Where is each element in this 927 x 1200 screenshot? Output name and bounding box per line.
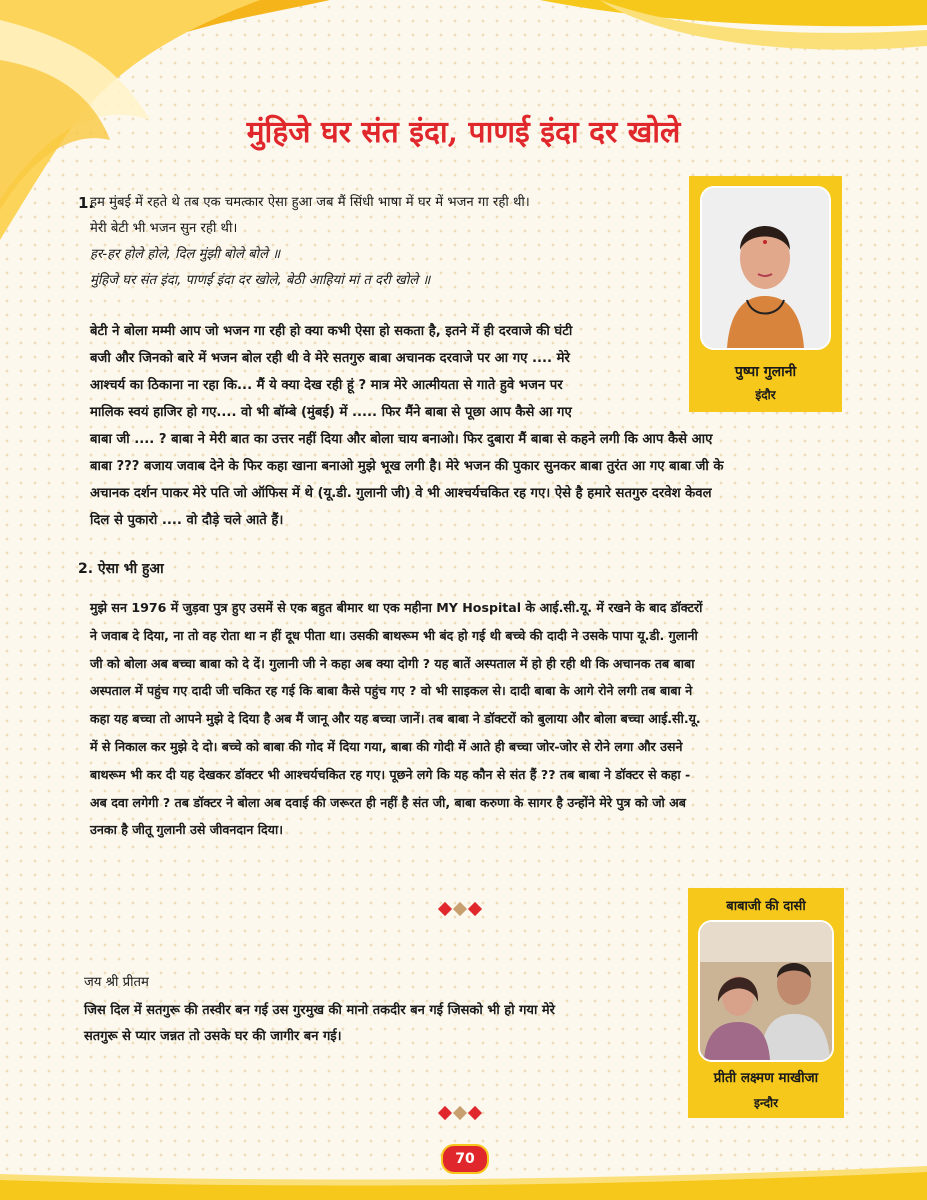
author1-card: [689, 176, 842, 412]
section3-body: [84, 998, 555, 1050]
section1-number: 1.: [78, 194, 95, 212]
verse-line: हर-हर होले होले, दिल मुंझी बोले बोले ॥: [90, 247, 281, 262]
portrait-icon: [702, 188, 829, 348]
author1-photo: [700, 186, 831, 350]
page-number: 70: [441, 1144, 489, 1174]
author2-card: [688, 888, 844, 1118]
text-line: बेटी ने बोला मम्मी आप जो भजन गा रही हो क्या कभी ऐसा हो सकता है, इतने में ही दरवाजे की घंटी: [90, 324, 573, 339]
text-line: बाबा जी .... ? बाबा ने मेरी बात का उत्तर नहीं दिया और बोला चाय बनाओ। फिर दुबारा मैं बाबा से कहने लगी कि आप कैसे आए: [90, 432, 713, 447]
author2-photo: [698, 920, 834, 1062]
text-line: दिल से पुकारो .... वो दौड़े चले आते हैं।: [90, 513, 284, 528]
section3-greeting: जय श्री प्रीतम: [84, 975, 149, 990]
diamond-icon: [453, 902, 467, 916]
author2-caption: बाबाजी की दासी: [726, 899, 806, 914]
text-line: जिस दिल में सतगुरू की तस्वीर बन गई उस गुरमुख की मानो तकदीर बन गई जिसको भी हो गया मेरे: [84, 1003, 555, 1018]
text-line: अचानक दर्शन पाकर मेरे पति जो ऑफिस में थे (यू.डी. गुलानी जी) वे भी आश्चर्यचकित रह गए। ऐसे है हमारे सतगुरु दरवेश केवल: [90, 486, 712, 501]
text-line: मालिक स्वयं हाजिर हो गए.... वो भी बॉम्बे (मुंबई) में ..... फिर मैंने बाबा से पूछा आप कैसे आ गए: [90, 405, 572, 420]
text-line: ने जवाब दे दिया, ना तो वह रोता था न हीं दूध पीता था। उसकी बाथरूम भी बंद हो गई थी बच्चे की दादी ने उसके पापा यू.डी. गुलानी: [90, 627, 698, 643]
text-line: अब दवा लगेगी ? तब डॉक्टर ने बोला अब दवाई की जरूरत ही नहीं है संत जी, बाबा करुणा के सागर है उन्होंने मेरे पुत्र को जो अब: [90, 794, 686, 810]
text-line: बाथरूम भी कर दी यह देखकर डॉक्टर भी आश्चर्यचकित रह गए। पूछने लगे कि यह कौन से संत हैं ?? तब बाबा ने डॉक्टर से कहा -: [90, 766, 691, 782]
diamond-icon: [468, 1106, 482, 1120]
text-line: सतगुरू से प्यार जन्नत तो उसके घर की जागीर बन गई।: [84, 1029, 342, 1044]
author1-name: पुष्पा गुलानी: [734, 364, 797, 380]
text-line: मुझे सन 1976 में जुड़वा पुत्र हुए उसमें से एक बहुत बीमार था एक महीना MY Hospital के आई.सी.यू. में रखने के बाद डॉक्टरों: [90, 600, 703, 615]
text-line: मेरी बेटी भी भजन सुन रही थी।: [90, 221, 238, 236]
author2-city: इन्दौर: [754, 1096, 778, 1110]
section1-intro: [90, 190, 530, 294]
text-line: हम मुंबई में रहते थे तब एक चमत्कार ऐसा हुआ जब मैं सिंधी भाषा में घर में भजन गा रही थी।: [90, 195, 530, 210]
text-line: जी को बोला अब बच्चा बाबा को दे दें। गुलानी जी ने कहा अब क्या दोगी ? यह बातें अस्पताल में हो ही रही थी कि अचानक तब बाबा: [90, 655, 695, 671]
text-line: बजी और जिनको बारे में भजन बोल रही थी वे मेरे सतगुरु बाबा अचानक दरवाजे पर आ गए .... मेरे: [90, 351, 570, 366]
text-line: अस्पताल में पहुंच गए दादी जी चकित रह गई कि बाबा कैसे पहुंच गए ? वो भी साइकल से। दादी बाबा के आगे रोने लगी तब बाबा ने: [90, 683, 693, 699]
author1-city: इंदौर: [755, 388, 776, 402]
text-line: कहा यह बच्चा तो आपने मुझे दे दिया है अब मैं जानू और यह बच्चा जानें। तब बाबा ने डॉक्टरों को बुलाया और बोला बच्चा आई.सी.यू.: [90, 711, 701, 727]
text-line: आश्चर्य का ठिकाना ना रहा कि... मैं ये क्या देख रही हूं ? मात्र मेरे आत्मीयता से गाते हुवे भजन पर: [90, 378, 563, 393]
diamond-icon: [453, 1106, 467, 1120]
page-title: मुंहिजे घर संत इंदा, पाणई इंदा दर खोले: [246, 115, 681, 150]
couple-photo-icon: [700, 922, 832, 1060]
author2-name: प्रीती लक्ष्मण माखीजा: [713, 1070, 819, 1086]
text-line: उनका है जीतू गुलानी उसे जीवनदान दिया।: [90, 822, 283, 838]
text-line: में से निकाल कर मुझे दे दो। बच्चे को बाबा की गोद में दिया गया, बाबा की गोदी में आते ही बच्चा जोर-जोर से रोने लगा और उसने: [90, 738, 683, 754]
section2-body: [90, 594, 702, 844]
divider-ornament: [440, 1108, 480, 1118]
diamond-icon: [468, 902, 482, 916]
diamond-icon: [438, 902, 452, 916]
verse-line: मुंहिजे घर संत इंदा, पाणई इंदा दर खोले, बेठी आहियां मां त दरी खोले ॥: [90, 273, 431, 288]
section2-heading: 2. ऐसा भी हुआ: [78, 561, 164, 577]
text-line: बाबा ??? बजाय जवाब देने के फिर कहा खाना बनाओ मुझे भूख लगी है। मेरे भजन की पुकार सुनकर बाबा तुरंत आ गए बाबा जी के: [90, 459, 724, 474]
section1-body: [90, 318, 724, 534]
diamond-icon: [438, 1106, 452, 1120]
divider-ornament: [440, 904, 480, 914]
